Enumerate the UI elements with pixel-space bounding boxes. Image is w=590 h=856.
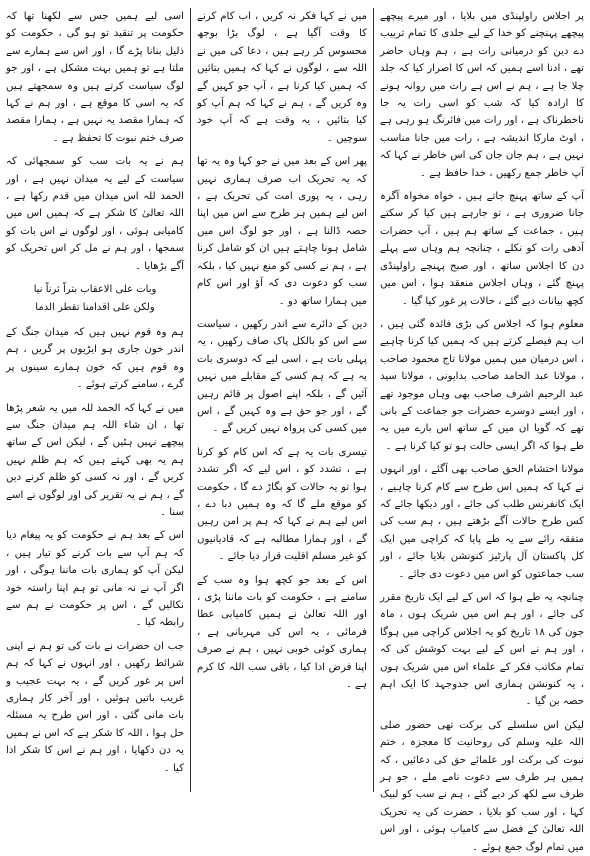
verse-line: ولکن علی اقدامنا تقطر الدما (35, 301, 155, 313)
paragraph: پر اجلاس راولپنڈی میں بلایا ، اور میرے پیچھے پیچھے پہنچنے کو خدا کے لیے جلدی کا تمام تربیب دے دین کو درمیانی رات ہے ، ہم وہاں حاضر تھے ، ادنا اسے ہمیں کہ اس کا اصرار کیا کہ جلد چلا جا ہے ، ہم نے اس ہے رات میں روانہ ہونے کا ارادہ کیا کہ شب کو اسی رات یہ جا ناخطرناک ہے ، اور رات میں فائرنگ ہو رہی ہے ، اوٹ مارکا اندیشہ ہے ، رات میں جانا مناسب نہیں ہے ، ہم جان جان کی اس خاطر نے کہا کہ آپ خاطر جمع رکھیں ، خدا حافظ ہے ۔ (380, 11, 584, 179)
paragraph: لیکن اس سلسلے کی برکت تھی حضور صلی اللہ علیہ وسلم کی روحانیت کا معجزہ ، ختم نبوت کی برکت اور علمائے حق کی دعائیں ، کہ ہمیں ہر طرف سے دعوت نامے ملے ، جو ہر طرف سے لکھ کر دیے گئے ، ہم نے سب کو لبیک کہا ، اور سب کو بلایا ، حضرت کی یہ تحریک اللہ تعالیٰ کے فضل سے کامیاب ہوئی ، اور اس میں تمام لوگ جمع ہوئے ۔ (380, 719, 584, 853)
paragraph: اس کے بعد ہم نے حکومت کو یہ پیغام دیا کہ ہم آپ سے بات کرنے کو تیار ہیں ، لیکن آپ کو ہماری بات ماننا ہوگی ، اور اگر آپ نے نہ مانی تو ہم اپنا راستہ خود نکالیں گے ، اس پر حکومت نے ہم سے رابطہ کیا ۔ (6, 530, 184, 629)
text-column-right (374, 8, 584, 853)
paragraph: معلوم ہوا کہ اجلاس کی بڑی فائدہ گئی ہیں ، اب ہم فیصلے کرتے ہیں کہ ہمیں کیا کرنا چاہیے ، اس درمیان میں ہمیں مولانا تاج محمود صاحب ، مولانا عبد الحامد صاحب بدایونی ، مولانا سید عبد الرحیم اشرف صاحب بھی وہاں موجود تھے ، اور ایسے دوسرے حضرات جو جماعت کے بانی تھے کہ گویا ان میں کے ساتھ اس بارے میں یہ طے ہوا کہ اگر ایسی حالت ہو تو کیا کرنا ہے ۔ (380, 318, 584, 452)
paragraph: ہم نے یہ بات سب کو سمجھائی کہ سیاست کے لیے یہ میدان نہیں ہے ، اور الحمد للہ اس میدان میں قدم رکھا ہے ، اللہ تعالیٰ کا شکر ہے کہ ہمیں اس میں کامیابی ہوئی ، اور لوگوں نے اس بات کو سمجھا ، اور ہم نے مل کر اس تحریک کو آگے بڑھایا ۔ (6, 156, 184, 272)
paragraph: جب ان حضرات نے بات کی تو ہم نے اپنی شرائط رکھیں ، اور انہوں نے کہا کہ ہم اس پر غور کریں گے ، یہ بہت عجیب و غریب باتیں ہوئیں ، اور آخر کار ہماری بات مانی گئی ، اور اس طرح یہ مسئلہ حل ہوا ، اللہ کا شکر ہے کہ اس نے ہمیں یہ دن دکھایا ، اور ہم نے اس کا شکر ادا کیا ۔ (6, 640, 184, 774)
paragraph: چنانچہ یہ طے ہوا کہ اس کے لیے ایک تاریخ مقرر کی جائے ، اور ہم اس میں شریک ہوں ، ماہ جون کی ۱۸ تاریخ کو یہ اجلاس کراچی میں ہوگا ، اور ہم نے اس کے لیے بہت کوشش کی کہ تمام مکاتب فکر کے علماء اس میں شریک ہوں ، یہ کنونشن ہماری اس جدوجہد کا ایک اہم حصہ بن گیا ۔ (380, 592, 584, 708)
paragraph: ہم وہ قوم نہیں ہیں کہ میدان جنگ کے اندر خون جاری ہو ایڑیوں پر گریں ، ہم وہ قوم ہیں کہ خون ہمارے سینوں پر گرے ، سامنے کرتے ہوئے ۔ (6, 326, 184, 391)
paragraph: میں نے کہا کہ الحمد للہ میں یہ شعر پڑھا تھا ، ان شاء اللہ ہم میدان جنگ سے پیچھے نہیں ہٹیں گے ، لیکن اس کے ساتھ ہم یہ بھی کہتے ہیں کہ ہم ظلم نہیں کریں گے ، اور نہ کسی کو ظلم کرنے دیں گے ، ہم نے یہ تقریر کی اور لوگوں نے اسے سنا ۔ (6, 402, 184, 518)
text-column-left (6, 8, 190, 792)
verse-line: وبات علی الاعقاب بتراً ثرناً نیا (33, 284, 157, 296)
paragraph: پھر اس کے بعد میں نے جو کہا وہ یہ تھا کہ یہ تحریک اب صرف ہماری نہیں رہی ، یہ پوری امت کی تحریک ہے ، اس لیے ہمیں ہر طرح سے اس میں اپنا حصہ ڈالنا ہے ، اور جو لوگ اس میں شامل ہونا چاہتے ہیں ان کو شامل کرنا ہے ، ہم نے کسی کو منع نہیں کیا ، بلکہ سب کو دعوت دی کہ آؤ اور اس کام میں ہمارا ساتھ دو ۔ (197, 156, 367, 307)
paragraph: مولانا احتشام الحق صاحب بھی آگئے ، اور انہوں نے کہا کہ ہمیں اس طرح سے کام کرنا چاہیے ، ایک کانفرنس طلب کی جائے ، اور دیکھا جائے کہ کس طرح حالات آگے بڑھتے ہیں ، ہم سب کی متفقہ رائے سے یہ طے پایا کہ کراچی میں ایک کل پاکستان آل پارٹیز کنونشن بلایا جائے ، اور سب جماعتوں کو اس میں دعوت دی جائے ۔ (380, 464, 584, 580)
paragraph: اس کے بعد جو کچھ ہوا وہ سب کے سامنے ہے ، حکومت کو بات ماننا پڑی ، اور اللہ تعالیٰ نے ہمیں کامیابی عطا فرمائی ، یہ اس کی مہربانی ہے ، ہماری کوئی خوبی نہیں ، ہم نے صرف اپنا فرض ادا کیا ، باقی سب اللہ کا کرم ہے ۔ (197, 574, 367, 691)
paragraph: آپ کے ساتھ پہنچ جاتے ہیں ، خواہ مخواہ آگرہ جانا ضروری ہے ، تو جارہے ہیں کیا کر سکتے ہیں ، جماعت کے ساتھ ہم ہیں ، آپ حضرات آدھی رات کو نکلے ، چنانچہ ہم وہاں سے پہلے دن کا اجلاس ساتھ ، اور صبح پہنچے راولپنڈی پہنچ گئے ، وہاں اجلاس منعقد ہوا ، اس میں کچھ بیانات دیے گئے ، حالات پر غور کیا گیا ۔ (380, 191, 584, 307)
paragraph: دین کے دائرے سے اندر رکھیں ، سیاست سے اس کو بالکل پاک صاف رکھیں ، یہ پہلی بات ہے ، اسی لیے کہ دوسری بات یہ ہے کہ ہم کسی کے مقابلے میں نہیں آئیں گے ، بلکہ اپنے اصول پر قائم رہیں گے ، اور جو حق ہے وہ کہیں گے ، اس میں کسی کی پرواہ نہیں کریں گے ۔ (197, 318, 367, 435)
paragraph: تیسری بات یہ ہے کہ اس کام کو کرنا ہے ، تشدد کو ، اس لیے کہ اگر تشدد ہوا تو یہ حالات کو بگاڑ دے گا ، حکومت کو موقع ملے گا کہ وہ ہمیں دبا دے ، اس لیے ہم نے کہا کہ ہم پر امن رہیں گے ، اور ہمارا مطالبہ ہے کہ قادیانیوں کو غیر مسلم اقلیت قرار دیا جائے ۔ (197, 446, 367, 563)
paragraph: اسی لیے ہمیں جس سے لکھنا تھا کہ حکومت پر تنقید تو ہو گی ، حکومت کو ذلیل بنانا پڑے گا ، اور اس سے ہمارے سے ملتا ہے تو ہمیں بہت مشکل ہے ، اور جو لوگ سیاست کرتے ہیں وہ سمجھتے ہیں کہ یہ اسی کا موقع ہے ، اور ہم نے کہا کہ ہمارا مقصد یہ نہیں ہے ، ہمارا مقصد صرف ختم نبوت کا تحفظ ہے ۔ (6, 11, 184, 144)
poetry-verse (6, 281, 184, 316)
text-column-middle (190, 8, 374, 792)
paragraph: میں نے کہا فکر نہ کریں ، اب کام کرنے کا وقت آگیا ہے ، لوگ بڑا بوجھ محسوس کر رہے ہیں ، دعا کی میں نے اللہ سے ، لوگوں نے کہا کہ ہمیں بتائیں کہ ہمیں کیا کرنا ہے ، آپ جو کہیں گے وہ کریں گے ، ہم نے کہا کہ ہم آپ کو کیا بتائیں ، یہ وقت ہے کہ آپ خود سوچیں ۔ (197, 11, 367, 144)
